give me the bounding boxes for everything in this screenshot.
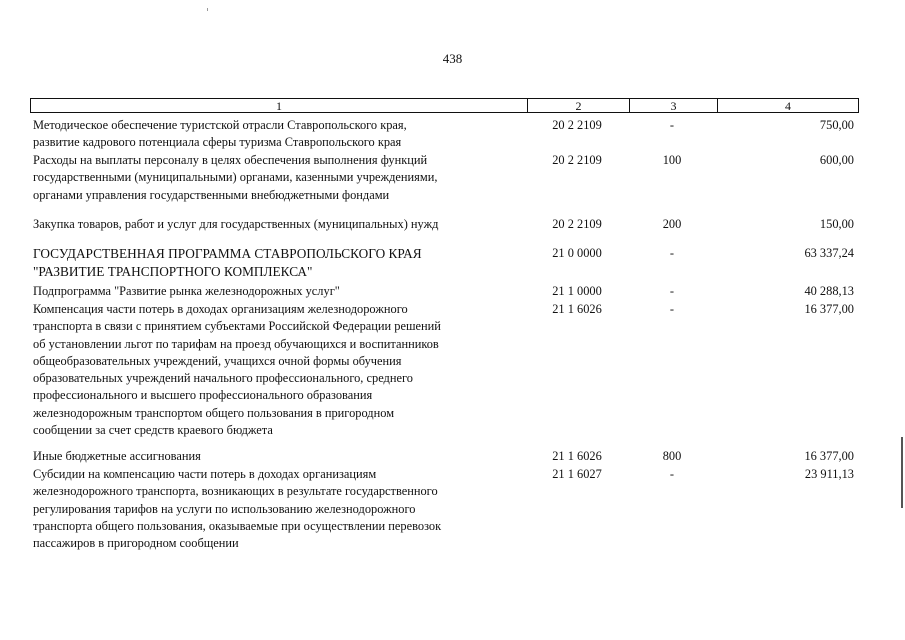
row-code: 21 1 6026: [552, 449, 602, 463]
row-kind: -: [669, 302, 675, 316]
scan-artifact-mark: [207, 8, 208, 11]
row-code: 21 1 6027: [552, 467, 602, 481]
row-description: [33, 448, 523, 465]
row-description: [33, 245, 523, 280]
description-line: Методическое обеспечение туристской отрасли Ставропольского края,: [33, 118, 407, 132]
row-kind: -: [669, 246, 675, 260]
header-col-3: 3: [629, 99, 717, 112]
description-line: развитие кадрового потенциала сферы туризма Ставропольского края: [33, 135, 402, 150]
row-description: [33, 216, 523, 233]
row-amount: 750,00: [819, 118, 854, 132]
description-line: пассажиров в пригородном сообщении: [33, 536, 239, 551]
row-kind: -: [669, 284, 675, 298]
row-code: 20 2 2109: [552, 153, 602, 167]
row-code: 21 1 6026: [552, 302, 602, 316]
row-description: [33, 117, 523, 152]
description-line: "РАЗВИТИЕ ТРАНСПОРТНОГО КОМПЛЕКСА": [33, 263, 313, 279]
row-description: [33, 466, 523, 552]
row-amount: 23 911,13: [804, 467, 854, 481]
row-description: [33, 301, 523, 439]
row-amount: 63 337,24: [804, 246, 854, 260]
description-line: Компенсация части потерь в доходах организациям железнодорожного: [33, 302, 408, 316]
row-amount: 150,00: [819, 217, 854, 231]
header-col-4: 4: [717, 99, 858, 112]
description-line: государственными (муниципальными) органами, казенными учреждениями,: [33, 170, 438, 185]
margin-bar: [901, 437, 903, 508]
header-col-1: 1: [276, 99, 282, 113]
row-kind: -: [669, 467, 675, 481]
row-amount: 40 288,13: [804, 284, 854, 298]
description-line: регулирования тарифов на услуги по использованию железнодорожного: [33, 501, 416, 516]
row-amount: 16 377,00: [804, 449, 854, 463]
description-line: профессионального и высшего профессионального образования: [33, 388, 373, 403]
description-line: ГОСУДАРСТВЕННАЯ ПРОГРАММА СТАВРОПОЛЬСКОГО КРАЯ: [33, 246, 422, 261]
description-line: сообщении за счет средств краевого бюджета: [33, 423, 273, 438]
description-line: об установлении льгот по тарифам на проезд обучающихся и воспитанников: [33, 336, 439, 351]
row-code: 20 2 2109: [552, 118, 602, 132]
row-kind: 200: [662, 217, 682, 231]
description-line: Субсидии на компенсацию части потерь в доходах организациям: [33, 467, 377, 481]
description-line: Подпрограмма "Развитие рынка железнодорожных услуг": [33, 284, 340, 298]
row-code: 21 0 0000: [552, 246, 602, 260]
page-number: 438: [442, 51, 463, 66]
description-line: транспорта общего пользования, оказываемые при осуществлении перевозок: [33, 518, 442, 533]
row-description: [33, 283, 523, 300]
description-line: Расходы на выплаты персоналу в целях обеспечения выполнения функций: [33, 153, 428, 167]
row-description: [33, 152, 523, 204]
row-code: 21 1 0000: [552, 284, 602, 298]
row-kind: 800: [662, 449, 682, 463]
description-line: Иные бюджетные ассигнования: [33, 449, 201, 463]
description-line: транспорта в связи с принятием субъектами Российской Федерации решений: [33, 319, 441, 334]
description-line: органами управления государственными внебюджетными фондами: [33, 187, 390, 202]
table-header: [30, 98, 859, 113]
description-line: Закупка товаров, работ и услуг для государственных (муниципальных) нужд: [33, 217, 439, 231]
row-kind: -: [669, 118, 675, 132]
description-line: железнодорожного транспорта, возникающих в результате государственного: [33, 484, 438, 499]
description-line: железнодорожным транспортом общего пользования в пригородном: [33, 405, 395, 420]
row-code: 20 2 2109: [552, 217, 602, 231]
row-amount: 600,00: [819, 153, 854, 167]
header-col-2: 2: [527, 99, 629, 112]
description-line: образовательных учреждений начального профессионального, среднего: [33, 371, 413, 386]
row-kind: 100: [662, 153, 682, 167]
description-line: общеобразовательных учреждений, учащихся очной формы обучения: [33, 353, 402, 368]
row-amount: 16 377,00: [804, 302, 854, 316]
